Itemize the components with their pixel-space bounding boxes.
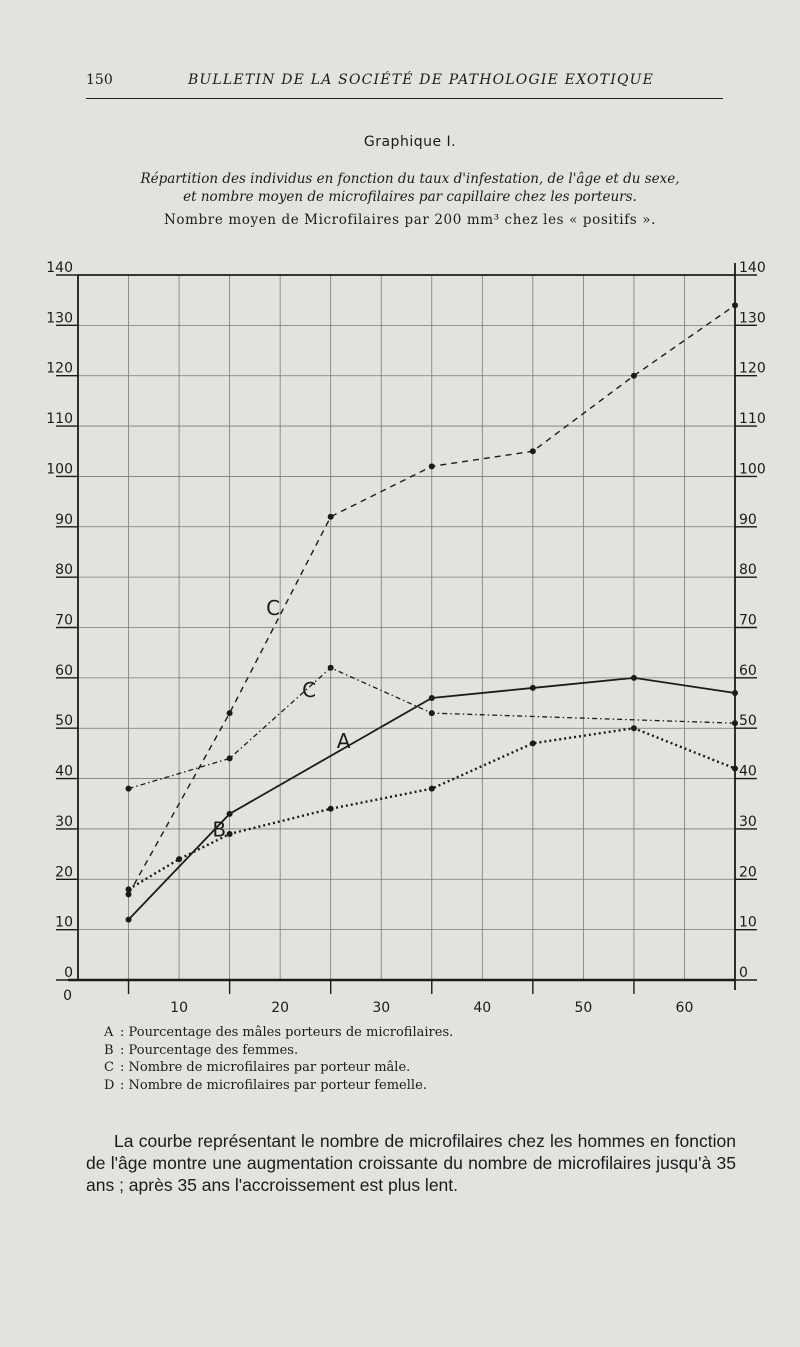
- figure-title: Graphique I.: [363, 134, 457, 150]
- figure-description-line1: Répartition des individus en fonction du taux d'infestation, de l'âge et du sexe,: [140, 171, 680, 187]
- left-tick-label: 50: [55, 713, 73, 730]
- data-point: [732, 302, 738, 308]
- left-tick-label: 60: [55, 662, 73, 679]
- right-tick-label: 110: [739, 411, 766, 428]
- figure-description-line2: et nombre moyen de microfilaires par capillaire chez les porteurs.: [183, 189, 637, 205]
- left-tick-label: 120: [46, 360, 73, 377]
- legend-text: Nombre de microfilaires par porteur femelle.: [128, 1077, 427, 1093]
- data-point: [631, 373, 637, 379]
- data-point: [429, 786, 435, 792]
- left-tick-label: 40: [55, 763, 73, 780]
- data-point: [429, 695, 435, 701]
- header-rule: [86, 98, 723, 99]
- left-tick-label: 20: [55, 864, 73, 881]
- figure-description: [60, 170, 760, 206]
- data-point: [126, 891, 132, 897]
- data-point: [732, 766, 738, 772]
- x-tick-label: 10: [170, 1000, 188, 1016]
- data-point: [126, 917, 132, 923]
- data-point: [176, 856, 182, 862]
- legend-item-d: D : Nombre de microfilaires par porteur femelle.: [104, 1077, 427, 1093]
- right-tick-label: 80: [739, 562, 757, 579]
- left-tick-label: 140: [46, 260, 73, 276]
- legend-key: B: [104, 1042, 114, 1058]
- right-tick-label: 90: [739, 511, 757, 528]
- left-tick-label: 130: [46, 310, 73, 327]
- legend-item-a: A : Pourcentage des mâles porteurs de microfilaires.: [104, 1025, 454, 1040]
- data-point: [227, 710, 233, 716]
- data-point: [126, 786, 132, 792]
- grid-layer: [78, 275, 735, 980]
- left-tick-label: 10: [55, 914, 73, 931]
- x-tick-label: 20: [271, 1000, 290, 1016]
- right-tick-label: 20: [739, 864, 757, 881]
- series-label: C: [266, 595, 281, 620]
- legend-key: A: [104, 1025, 114, 1040]
- right-tick-label: 0: [739, 965, 748, 981]
- series-label: C: [302, 678, 317, 703]
- data-point: [227, 755, 233, 761]
- data-point: [328, 665, 334, 671]
- x-tick-label: 40: [473, 1000, 492, 1016]
- right-tick-label: 60: [739, 662, 757, 679]
- body-paragraph: [86, 1130, 736, 1196]
- page-number: 150: [86, 72, 113, 88]
- x-tick-label: 30: [372, 1000, 391, 1016]
- data-point: [429, 710, 435, 716]
- right-tick-label: 130: [739, 310, 766, 327]
- series-label: B: [212, 817, 227, 842]
- left-tick-label: 0: [64, 965, 73, 981]
- legend-text: Nombre de microfilaires par porteur mâle.: [128, 1060, 411, 1075]
- data-point: [530, 740, 536, 746]
- data-point: [328, 514, 334, 520]
- label-layer: [46, 260, 765, 1016]
- data-point: [631, 675, 637, 681]
- body-paragraph-text: La courbe représentant le nombre de microfilaires chez les hommes en fonction de l'âge montre une augmentation croissante du nombre de microfilaires jusqu'à 35 ans ; après 35 ans l'accroissement est plus lent.: [86, 1131, 736, 1195]
- data-point: [429, 463, 435, 469]
- journal-title: BULLETIN DE LA SOCIÉTÉ DE PATHOLOGIE EXOTIQUE: [187, 72, 655, 88]
- legend-item-b: B : Pourcentage des femmes.: [104, 1042, 299, 1058]
- legend-text: Pourcentage des femmes.: [128, 1042, 299, 1058]
- x-tick-label: 50: [574, 1000, 593, 1016]
- left-tick-label: 80: [55, 562, 73, 579]
- right-tick-label: 50: [739, 713, 757, 730]
- data-point: [732, 690, 738, 696]
- legend-text: Pourcentage des mâles porteurs de microfilaires.: [128, 1025, 454, 1040]
- legend-item-c: C : Nombre de microfilaires par porteur mâle.: [104, 1060, 411, 1075]
- data-point: [227, 811, 233, 817]
- right-tick-label: 140: [739, 260, 766, 276]
- right-tick-label: 70: [739, 612, 757, 629]
- page-header: [86, 70, 726, 98]
- legend-key: D: [104, 1077, 115, 1093]
- x-tick-label-zero: 0: [63, 988, 72, 1004]
- right-tick-label: 10: [739, 914, 757, 931]
- right-tick-label: 40: [739, 763, 757, 780]
- legend: [104, 1024, 453, 1094]
- data-point: [631, 725, 637, 731]
- series-label: A: [336, 728, 351, 753]
- right-tick-label: 120: [739, 360, 766, 377]
- data-point: [328, 806, 334, 812]
- figure-subtitle: Nombre moyen de Microfilaires par 200 mm³ chez les « positifs ».: [164, 212, 656, 228]
- data-point: [530, 448, 536, 454]
- legend-key: C: [104, 1060, 114, 1075]
- data-point: [732, 720, 738, 726]
- left-tick-label: 70: [55, 612, 73, 629]
- data-point: [530, 685, 536, 691]
- right-tick-label: 100: [739, 461, 766, 478]
- left-tick-label: 30: [55, 813, 73, 830]
- x-tick-label: 60: [675, 1000, 694, 1016]
- line-chart: [0, 240, 800, 1020]
- left-tick-label: 110: [46, 411, 73, 428]
- left-tick-label: 90: [55, 511, 73, 528]
- data-point: [227, 831, 233, 837]
- left-tick-label: 100: [46, 461, 73, 478]
- right-tick-label: 30: [739, 813, 757, 830]
